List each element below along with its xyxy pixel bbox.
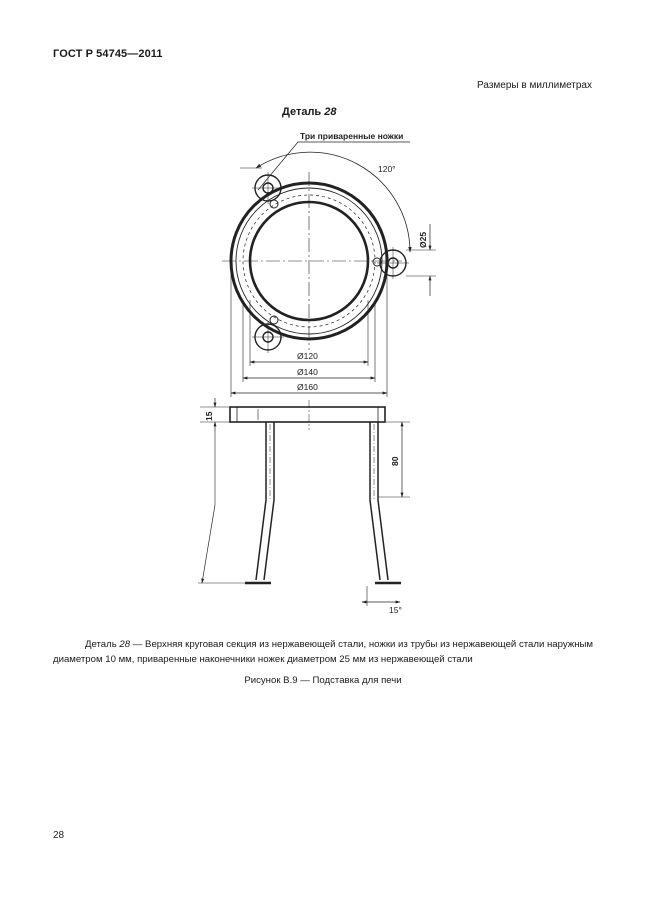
plan-view (222, 142, 436, 397)
dim-dia-160: Ø160 (297, 382, 318, 392)
dim-dia-140: Ø140 (297, 367, 318, 377)
leader-label: Три приваренные ножки (300, 131, 404, 141)
caption-text: — Верхняя круговая секция из нержавеющей стали, ножки из трубы из нержавеющей стали наружным диаметром 10 мм, приваренные наконечники ножек диаметром 25 мм из нержавеющей стали (53, 639, 593, 665)
dim-dia-120: Ø120 (297, 351, 318, 361)
angle-15-label: 15° (389, 605, 402, 615)
foot-right (373, 247, 409, 279)
caption-detail-ref: Деталь (85, 639, 120, 650)
detail-caption (53, 637, 593, 667)
leg-right (370, 422, 401, 583)
dim-height-80: 80 (390, 456, 400, 466)
angle-120-label: 120° (378, 164, 396, 174)
detail-title-number: 28 (324, 106, 337, 118)
leg-left (245, 422, 274, 583)
units-note: Размеры в миллиметрах (477, 80, 592, 91)
figure-caption: Рисунок В.9 — Подставка для печи (244, 675, 402, 686)
caption-detail-num: 28 (119, 639, 131, 650)
elevation-view (198, 398, 410, 606)
page-number: 28 (53, 830, 65, 841)
top-plate (230, 407, 385, 422)
dim-height-15: 15 (204, 411, 214, 421)
document-header: ГОСТ Р 54745—2011 (53, 48, 163, 60)
dim-foot-diameter: Ø25 (418, 231, 428, 248)
detail-title-prefix: Деталь (282, 106, 325, 118)
